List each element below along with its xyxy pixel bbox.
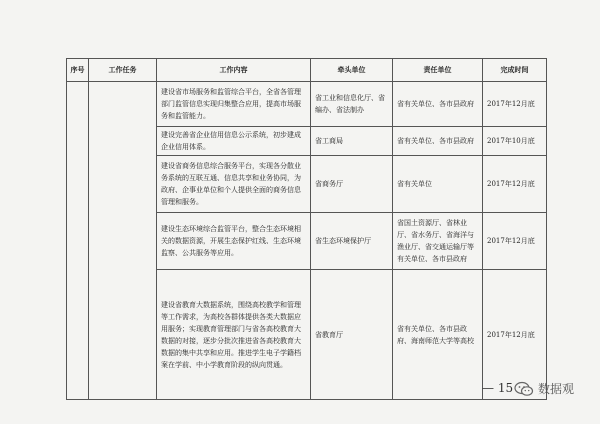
header-lead-unit: 牵头单位 [311, 59, 393, 82]
task-cell [89, 82, 157, 400]
lead-unit-cell: 省生态环境保护厅 [311, 213, 393, 270]
responsible-unit-cell: 省有关单位 [393, 156, 483, 213]
deadline-cell: 2017年12月底 [483, 82, 547, 127]
header-responsible-unit: 责任单位 [393, 59, 483, 82]
watermark [514, 380, 574, 397]
page-number: — 15 [482, 381, 514, 395]
header-task: 工作任务 [89, 59, 157, 82]
index-cell [67, 82, 89, 400]
deadline-cell: 2017年12月底 [483, 156, 547, 213]
lead-unit-cell: 省工业和信息化厅、省编办、省法制办 [311, 82, 393, 127]
content-cell: 建设生态环境综合监管平台，整合生态环境相关的数据资源，开展生态保护红线、生态环境监察、公共服务等应用。 [157, 213, 311, 270]
deadline-cell: 2017年10月底 [483, 127, 547, 156]
header-deadline: 完成时间 [483, 59, 547, 82]
content-cell: 建设省市场服务和监管综合平台，全省各管理部门监管信息实现归集整合应用，提高市场服务和监管能力。 [157, 82, 311, 127]
lead-unit-cell: 省教育厅 [311, 270, 393, 400]
watermark-label: 数据观 [538, 382, 575, 396]
wechat-icon [514, 381, 534, 397]
task-table [66, 58, 547, 400]
responsible-unit-cell: 省有关单位、各市县政府、海南师范大学等高校 [393, 270, 483, 400]
deadline-cell: 2017年12月底 [483, 213, 547, 270]
responsible-unit-cell: 省有关单位、各市县政府 [393, 82, 483, 127]
lead-unit-cell: 省工商局 [311, 127, 393, 156]
header-content: 工作内容 [157, 59, 311, 82]
content-cell: 建设省教育大数据系统，围绕高校教学和管理等工作需求，为高校各群体提供各类大数据应用服务；实现教育管理部门与省各高校教育大数据的对接，逐步分批次推进省各高校教育大数据的集中共享和应用。推进学生电子学籍档案在学前、中小学教育阶段的纵向贯通。 [157, 270, 311, 400]
responsible-unit-cell: 省国土资源厅、省林业厅、省水务厅、省海洋与渔业厅、省交通运输厅等有关单位、各市县政府 [393, 213, 483, 270]
header-index: 序号 [67, 59, 89, 82]
table-row [67, 82, 547, 127]
content-cell: 建设省商务信息综合服务平台，实现各分散业务系统的互联互通、信息共享和业务协同，为政府、企事业单位和个人提供全面的商务信息管理和服务。 [157, 156, 311, 213]
responsible-unit-cell: 省有关单位、各市县政府 [393, 127, 483, 156]
content-cell: 建设完善省企业信用信息公示系统，初步建成企业信用体系。 [157, 127, 311, 156]
lead-unit-cell: 省商务厅 [311, 156, 393, 213]
deadline-cell: 2017年12月底 [483, 270, 547, 400]
table-header-row [67, 59, 547, 82]
